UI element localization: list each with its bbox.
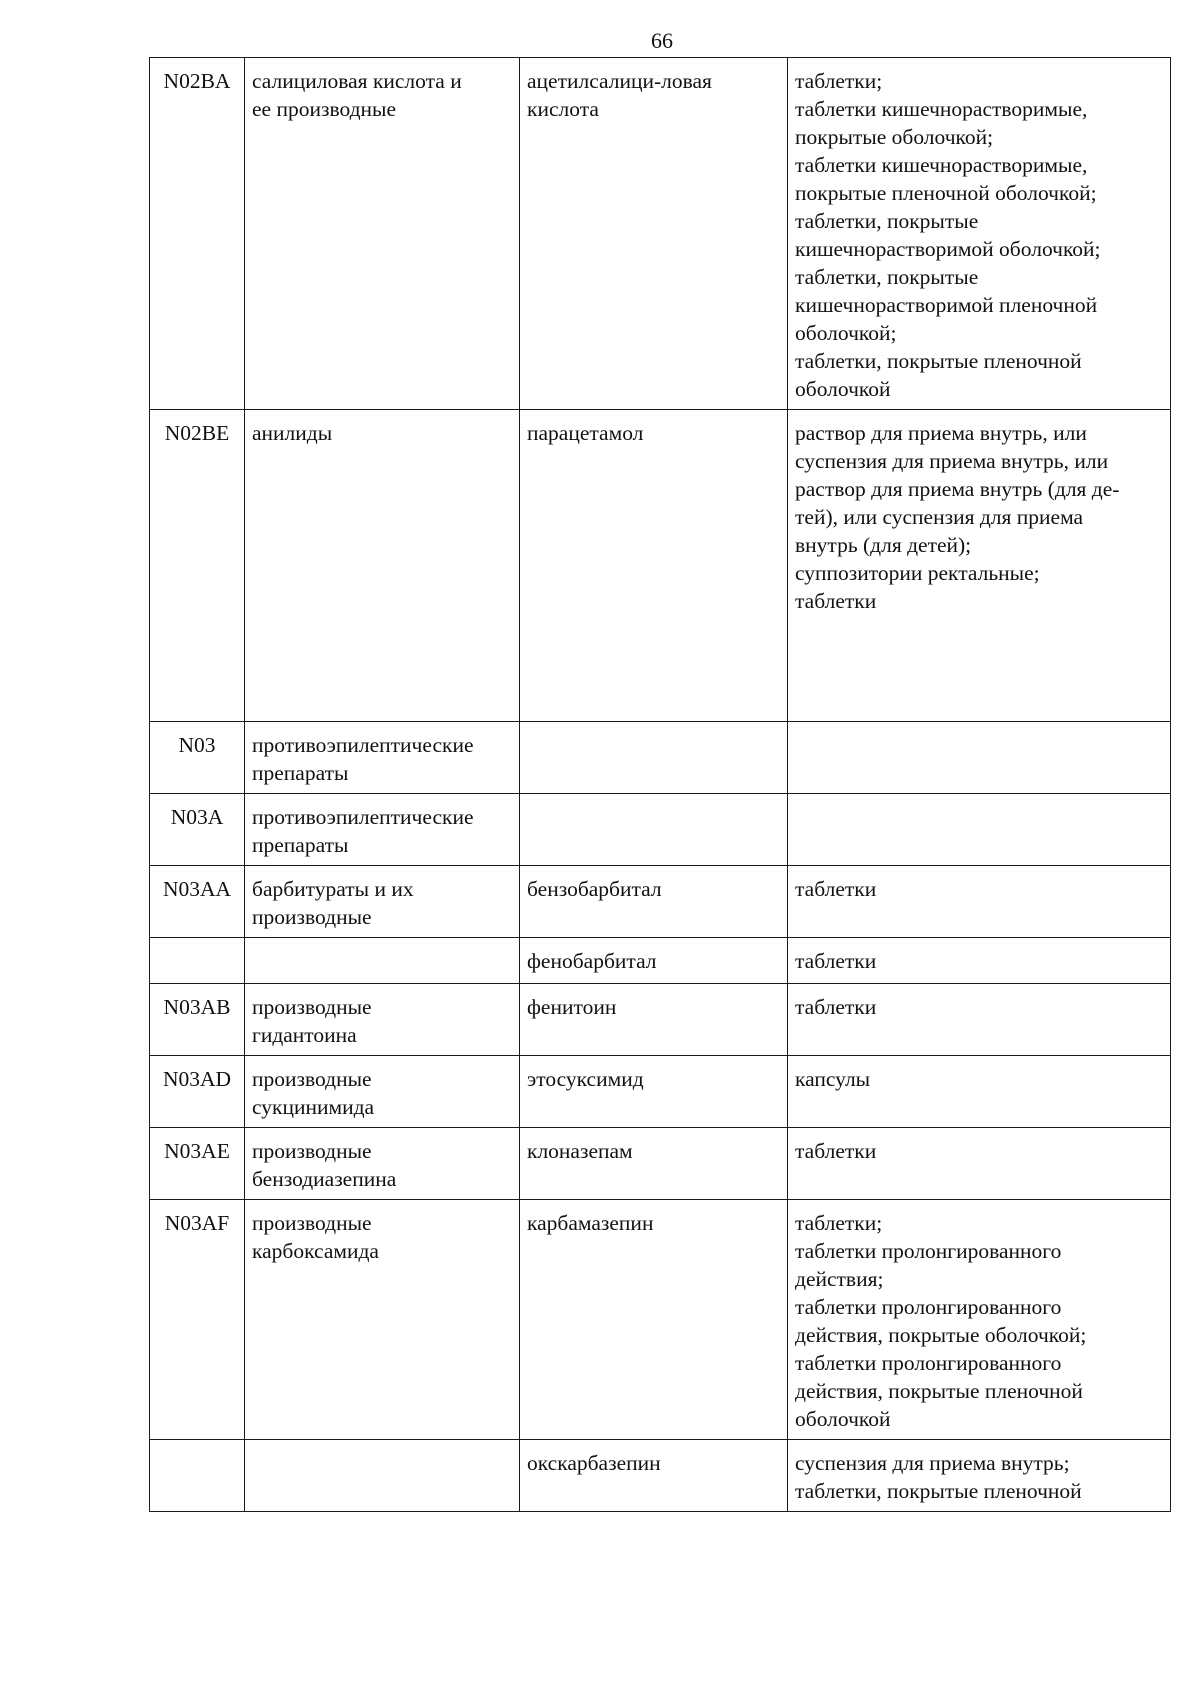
cell-text-line: препараты <box>252 833 349 857</box>
dosage-forms-cell <box>788 866 1171 938</box>
table-row <box>150 410 1171 722</box>
medication-table <box>149 57 1171 1512</box>
cell-text-line: бензобарбитал <box>527 877 662 901</box>
cell-text-line: таблетки пролонгированного <box>795 1239 1062 1263</box>
group-name-cell <box>245 938 520 984</box>
cell-text-line: кислота <box>527 97 599 121</box>
group-name-cell <box>245 794 520 866</box>
cell-text-line: внутрь (для детей); <box>795 533 972 557</box>
dosage-forms-cell <box>788 58 1171 410</box>
cell-text-line: кишечнорастворимой пленочной <box>795 293 1098 317</box>
drug-name-cell <box>520 722 788 794</box>
cell-text-line: таблетки кишечнорастворимые, <box>795 97 1088 121</box>
cell-text-line: оболочкой; <box>795 321 897 345</box>
cell-text-line: таблетки, покрытые пленочной <box>795 1479 1082 1503</box>
atc-code-cell <box>150 794 245 866</box>
drug-name-cell <box>520 938 788 984</box>
atc-code-cell <box>150 1440 245 1512</box>
group-name-cell <box>245 1128 520 1200</box>
atc-code-cell <box>150 1200 245 1440</box>
dosage-forms-cell <box>788 1440 1171 1512</box>
dosage-forms-cell <box>788 984 1171 1056</box>
cell-text-line: таблетки <box>795 949 877 973</box>
table-row <box>150 794 1171 866</box>
atc-code-cell <box>150 1128 245 1200</box>
atc-code-cell <box>150 722 245 794</box>
cell-text-line: препараты <box>252 761 349 785</box>
cell-text-line: раствор для приема внутрь (для де- <box>795 477 1120 501</box>
cell-text-line: производные <box>252 1067 372 1091</box>
atc-code-cell <box>150 938 245 984</box>
cell-text-line: салициловая кислота и <box>252 69 462 93</box>
cell-text: N02BE <box>164 421 230 445</box>
dosage-forms-cell <box>788 1056 1171 1128</box>
cell-text: N03AD <box>162 1067 232 1091</box>
cell-text-line: капсулы <box>795 1067 871 1091</box>
cell-text-line: парацетамол <box>527 421 644 445</box>
cell-text-line: таблетки, покрытые <box>795 265 979 289</box>
group-name-cell <box>245 866 520 938</box>
dosage-forms-cell <box>788 722 1171 794</box>
drug-name-cell <box>520 410 788 722</box>
group-name-cell <box>245 1440 520 1512</box>
cell-text-line: суспензия для приема внутрь; <box>795 1451 1070 1475</box>
table-row <box>150 1440 1171 1512</box>
table-row <box>150 938 1171 984</box>
group-name-cell <box>245 1200 520 1440</box>
cell-text-line: таблетки, покрытые <box>795 209 979 233</box>
table-row <box>150 984 1171 1056</box>
cell-text-line: таблетки пролонгированного <box>795 1351 1062 1375</box>
cell-text-line: карбоксамида <box>252 1239 379 1263</box>
drug-name-cell <box>520 1128 788 1200</box>
cell-text-line: сукцинимида <box>252 1095 375 1119</box>
cell-text-line: фенобарбитал <box>527 949 657 973</box>
cell-text: N02BA <box>163 69 231 93</box>
cell-text-line: производные <box>252 905 372 929</box>
drug-name-cell <box>520 1200 788 1440</box>
cell-text-line: барбитураты и их <box>252 877 414 901</box>
cell-text-line: анилиды <box>252 421 333 445</box>
group-name-cell <box>245 58 520 410</box>
cell-text-line: производные <box>252 1211 372 1235</box>
drug-name-cell <box>520 1440 788 1512</box>
drug-name-cell <box>520 1056 788 1128</box>
medication-table-body <box>150 58 1171 1512</box>
group-name-cell <box>245 1056 520 1128</box>
cell-text-line: клоназепам <box>527 1139 633 1163</box>
atc-code-cell <box>150 58 245 410</box>
cell-text-line: окскарбазепин <box>527 1451 661 1475</box>
cell-text-line: производные <box>252 1139 372 1163</box>
atc-code-cell <box>150 866 245 938</box>
cell-text-line: карбамазепин <box>527 1211 654 1235</box>
cell-text: N03AB <box>163 995 231 1019</box>
cell-text-line: гидантоина <box>252 1023 357 1047</box>
dosage-forms-cell <box>788 794 1171 866</box>
cell-text-line: ее производные <box>252 97 397 121</box>
drug-name-cell <box>520 794 788 866</box>
cell-text: N03A <box>170 805 224 829</box>
drug-name-cell <box>520 866 788 938</box>
cell-text-line: противоэпилептические <box>252 733 474 757</box>
cell-text-line: покрытые пленочной оболочкой; <box>795 181 1097 205</box>
cell-text-line: покрытые оболочкой; <box>795 125 994 149</box>
table-row <box>150 722 1171 794</box>
atc-code-cell <box>150 984 245 1056</box>
table-row <box>150 866 1171 938</box>
cell-text-line: тей), или суспензия для приема <box>795 505 1084 529</box>
atc-code-cell <box>150 1056 245 1128</box>
cell-text-line: таблетки; <box>795 69 883 93</box>
drug-name-cell <box>520 984 788 1056</box>
dosage-forms-cell <box>788 938 1171 984</box>
cell-text-line: действия, покрытые оболочкой; <box>795 1323 1087 1347</box>
cell-text-line: производные <box>252 995 372 1019</box>
cell-text-line: действия, покрытые пленочной <box>795 1379 1083 1403</box>
table-row <box>150 1056 1171 1128</box>
cell-text-line: фенитоин <box>527 995 617 1019</box>
cell-text-line: раствор для приема внутрь, или <box>795 421 1087 445</box>
atc-code-cell <box>150 410 245 722</box>
cell-text-line: оболочкой <box>795 1407 891 1431</box>
cell-text-line: таблетки, покрытые пленочной <box>795 349 1082 373</box>
dosage-forms-cell <box>788 1128 1171 1200</box>
dosage-forms-cell <box>788 1200 1171 1440</box>
cell-text-line: действия; <box>795 1267 884 1291</box>
cell-text: N03AA <box>162 877 232 901</box>
cell-text-line: таблетки <box>795 589 877 613</box>
cell-text-line: кишечнорастворимой оболочкой; <box>795 237 1101 261</box>
drug-name-cell <box>520 58 788 410</box>
cell-text: N03 <box>178 733 216 757</box>
group-name-cell <box>245 984 520 1056</box>
cell-text-line: противоэпилептические <box>252 805 474 829</box>
cell-text-line: ацетилсалици-ловая <box>527 69 712 93</box>
cell-text-line: таблетки <box>795 877 877 901</box>
cell-text-line: суспензия для приема внутрь, или <box>795 449 1109 473</box>
group-name-cell <box>245 410 520 722</box>
table-row <box>150 1128 1171 1200</box>
cell-text: N03AE <box>164 1139 230 1163</box>
cell-text-line: таблетки кишечнорастворимые, <box>795 153 1088 177</box>
cell-text-line: суппозитории ректальные; <box>795 561 1040 585</box>
cell-text-line: таблетки; <box>795 1211 883 1235</box>
cell-text-line: таблетки <box>795 995 877 1019</box>
table-row <box>150 1200 1171 1440</box>
group-name-cell <box>245 722 520 794</box>
cell-text-line: бензодиазепина <box>252 1167 397 1191</box>
table-row <box>150 58 1171 410</box>
cell-text-line: таблетки пролонгированного <box>795 1295 1062 1319</box>
cell-text: N03AF <box>164 1211 230 1235</box>
dosage-forms-cell <box>788 410 1171 722</box>
cell-text-line: оболочкой <box>795 377 891 401</box>
page-number: 66 <box>651 28 673 53</box>
cell-text-line: этосуксимид <box>527 1067 644 1091</box>
cell-text-line: таблетки <box>795 1139 877 1163</box>
